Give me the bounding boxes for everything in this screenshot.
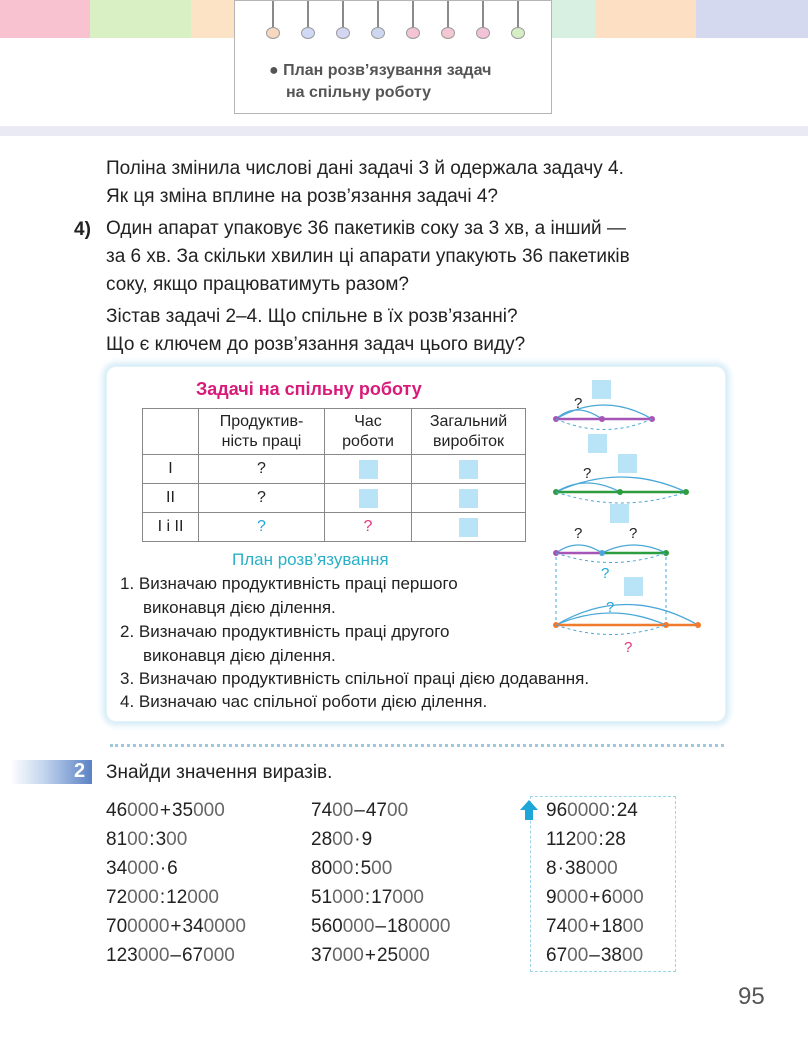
text-line: Як ця зміна вплине на розв’язання задачі 4? [106, 186, 498, 207]
blank-square [459, 460, 478, 479]
text-line: Зістав задачі 2–4. Що спільне в їх розв’язанні? [106, 306, 518, 327]
number-part: 74 [546, 916, 568, 937]
header-line: виробіток [433, 432, 504, 450]
number-part: 5 [360, 858, 372, 879]
operator: + [589, 887, 601, 908]
number-part: 00 [622, 945, 644, 966]
expression [546, 883, 644, 912]
ring-icon [406, 1, 420, 41]
header-line: Загальний [429, 412, 508, 430]
plan-item [120, 572, 458, 620]
blank-square [459, 489, 478, 508]
number-part: 9 [546, 887, 557, 908]
task-number: 4) [74, 219, 91, 240]
operator: – [354, 800, 365, 821]
dashed-arc [556, 625, 666, 635]
number-part: 123 [106, 945, 138, 966]
point [599, 416, 605, 422]
number-part: 00 [332, 829, 354, 850]
row-label: I [143, 455, 199, 484]
number-part: 0000 [408, 916, 451, 937]
number-part: 18 [601, 916, 623, 937]
table-header-row [143, 409, 526, 455]
number-part: 3 [155, 829, 167, 850]
number-part: 00 [387, 800, 409, 821]
arrow-up-icon [519, 799, 539, 821]
plan-line: 4. Визначаю час спільної роботи дією ділення. [120, 692, 488, 711]
dashed-arc [556, 553, 666, 563]
header-line: Продуктив- [219, 412, 304, 430]
ring-icon [476, 1, 490, 41]
table-row [143, 455, 526, 484]
output-cell [412, 513, 526, 542]
blank-square [624, 577, 643, 596]
plan-title: План розв’язування [232, 550, 389, 569]
header-divider [0, 126, 808, 136]
number-part: 28 [311, 829, 333, 850]
row-label: II [143, 484, 199, 513]
number-part: 67 [181, 945, 204, 966]
number-part: 000 [332, 945, 364, 966]
expression [546, 854, 644, 883]
question-mark: ? [601, 565, 610, 582]
expression [106, 825, 246, 854]
number-part: 112 [546, 829, 577, 850]
expression-column [546, 796, 644, 970]
operator: : [364, 887, 371, 908]
number-part: 34 [182, 916, 204, 937]
plan-item [120, 690, 487, 714]
box-title: Задачі на спільну роботу [196, 379, 422, 399]
blank-square [588, 434, 607, 453]
productivity-cell: ? [199, 455, 325, 484]
number-part: 46 [106, 800, 128, 821]
number-part: 000 [127, 858, 159, 879]
number-part: 12 [166, 887, 188, 908]
question-mark: ? [624, 639, 633, 656]
segment-diagram [546, 374, 716, 664]
point [617, 489, 623, 495]
row-label: I і II [143, 513, 199, 542]
operator: + [159, 800, 171, 821]
plan-line: 1. Визначаю продуктивність праці першого [120, 574, 458, 593]
number-part: 0000 [567, 800, 610, 821]
operator: – [589, 945, 600, 966]
number-part: 00 [127, 829, 149, 850]
point [695, 622, 701, 628]
table-row [143, 484, 526, 513]
number-part: 000 [611, 887, 644, 908]
productivity-cell: ? [199, 484, 325, 513]
question-mark: ? [606, 599, 615, 616]
number-part: 38 [564, 858, 587, 879]
number-part: 00 [166, 829, 188, 850]
ring-icon [441, 1, 455, 41]
arc [556, 605, 698, 626]
operator: + [170, 916, 182, 937]
question-mark: ? [574, 525, 583, 542]
number-part: 000 [187, 887, 219, 908]
expression [106, 796, 246, 825]
blank-square [359, 489, 378, 508]
ring-icon [336, 1, 350, 41]
expression [546, 912, 644, 941]
expression [106, 883, 246, 912]
expression [311, 941, 450, 970]
page-number: 95 [738, 983, 765, 1010]
operator: : [149, 829, 155, 850]
number-part: 25 [376, 945, 399, 966]
notebook-text [269, 60, 491, 104]
number-part: 28 [604, 829, 626, 850]
number-part: 9 [361, 829, 373, 850]
expression [546, 796, 644, 825]
number-part: 000 [127, 887, 159, 908]
text-line: Поліна змінила числові дані задачі 3 й одержала задачу 4. [106, 158, 624, 179]
point [663, 622, 669, 628]
number-part: 70 [106, 916, 128, 937]
header-line: роботи [342, 432, 394, 450]
number-part: 24 [616, 800, 638, 821]
number-part: 17 [371, 887, 393, 908]
number-part: 6 [601, 887, 612, 908]
expression [106, 912, 246, 941]
operator: + [364, 945, 376, 966]
work-table [142, 408, 526, 542]
header-stripe [696, 0, 808, 38]
ring-icon [371, 1, 385, 41]
number-part: 00 [567, 945, 589, 966]
expression [106, 854, 246, 883]
number-part: 000 [398, 945, 430, 966]
expression [546, 941, 644, 970]
time-cell [325, 484, 412, 513]
ring-icon [301, 1, 315, 41]
table-header-cell [199, 409, 325, 455]
exercise-number: 2 [74, 760, 86, 782]
number-part: 000 [332, 887, 364, 908]
header-stripe [90, 0, 191, 38]
number-part: 72 [106, 887, 128, 908]
question-mark: ? [583, 465, 592, 482]
table-header-cell [143, 409, 199, 455]
expression [311, 912, 450, 941]
table-row [143, 513, 526, 542]
number-part: 00 [567, 916, 589, 937]
number-part: 560 [311, 916, 343, 937]
exercise-title: Знайди значення виразів. [106, 762, 333, 783]
number-part: 0000 [127, 916, 170, 937]
ring-icon [511, 1, 525, 41]
expression-column [311, 796, 450, 970]
plan-line: 2. Визначаю продуктивність праці другого [120, 622, 450, 641]
number-part: 000 [127, 800, 159, 821]
number-part: 67 [546, 945, 568, 966]
time-cell [325, 455, 412, 484]
expression [311, 883, 450, 912]
text-line: Один апарат упаковує 36 пакетиків соку за 3 хв, а інший — [106, 218, 626, 239]
number-part: 51 [311, 887, 333, 908]
number-part: 81 [106, 829, 128, 850]
header-stripe [0, 0, 90, 38]
blank-square [592, 380, 611, 399]
number-part: 74 [311, 800, 333, 821]
number-part: 000 [586, 858, 618, 879]
expression [311, 796, 450, 825]
operator: – [170, 945, 181, 966]
expression [546, 825, 644, 854]
number-part: 000 [392, 887, 424, 908]
expression [311, 825, 450, 854]
point [663, 550, 669, 556]
number-part: 000 [203, 945, 235, 966]
operator: + [589, 916, 601, 937]
number-part: 38 [600, 945, 622, 966]
table-header-cell [325, 409, 412, 455]
number-part: 37 [311, 945, 333, 966]
number-part: 000 [193, 800, 225, 821]
number-part: 34 [106, 858, 128, 879]
text-line: Що є ключем до розв’язання задач цього виду? [106, 334, 526, 355]
operator: : [610, 800, 616, 821]
text-line: соку, якщо працюватимуть разом? [106, 274, 409, 295]
output-cell [412, 455, 526, 484]
blank-square [618, 454, 637, 473]
blank-square [459, 518, 478, 537]
paragraph [106, 155, 624, 211]
question-mark: ? [629, 525, 638, 542]
operator: : [159, 887, 166, 908]
notebook-line: на спільну роботу [286, 84, 431, 101]
productivity-cell: ? [199, 513, 325, 542]
plan-item [120, 667, 589, 691]
notebook-card [234, 0, 552, 114]
number-part: 0000 [203, 916, 246, 937]
plan-item [120, 620, 450, 668]
header-line: Час [354, 412, 382, 430]
operator: : [354, 858, 360, 879]
operator: : [598, 829, 604, 850]
expression [106, 941, 246, 970]
number-part: 00 [576, 829, 598, 850]
paragraph [106, 303, 525, 359]
dotted-separator [110, 744, 724, 747]
number-part: 00 [332, 858, 354, 879]
time-cell: ? [325, 513, 412, 542]
number-part: 96 [546, 800, 568, 821]
plan-line: виконавця дією ділення. [143, 598, 336, 617]
number-part: 8 [546, 858, 557, 879]
plan-line: виконавця дією ділення. [143, 646, 336, 665]
point [599, 550, 605, 556]
expression [311, 854, 450, 883]
number-part: 80 [311, 858, 333, 879]
number-part: 18 [386, 916, 409, 937]
blank-square [359, 460, 378, 479]
header-stripe [595, 0, 696, 38]
operator: – [375, 916, 386, 937]
notebook-line: ● План розв’язування задач [269, 62, 492, 79]
number-part: 00 [371, 858, 393, 879]
question-mark: ? [574, 395, 583, 412]
number-part: 00 [622, 916, 644, 937]
table-header-cell [412, 409, 526, 455]
header-line: ність праці [221, 432, 302, 450]
operator: · [159, 858, 167, 879]
text-line: за 6 хв. За скільки хвилин ці апарати упакують 36 пакетиків [106, 246, 630, 267]
ring-icon [266, 1, 280, 41]
number-part: 35 [171, 800, 194, 821]
output-cell [412, 484, 526, 513]
number-part: 00 [332, 800, 354, 821]
operator: · [557, 858, 564, 879]
plan-line: 3. Визначаю продуктивність спільної праці дією додавання. [120, 669, 590, 688]
expression-column [106, 796, 246, 970]
number-part: 000 [556, 887, 589, 908]
operator: · [354, 829, 361, 850]
number-part: 47 [365, 800, 387, 821]
number-part: 6 [167, 858, 178, 879]
task-text [106, 215, 630, 299]
number-part: 000 [137, 945, 170, 966]
blank-square [610, 504, 629, 523]
number-part: 000 [342, 916, 375, 937]
